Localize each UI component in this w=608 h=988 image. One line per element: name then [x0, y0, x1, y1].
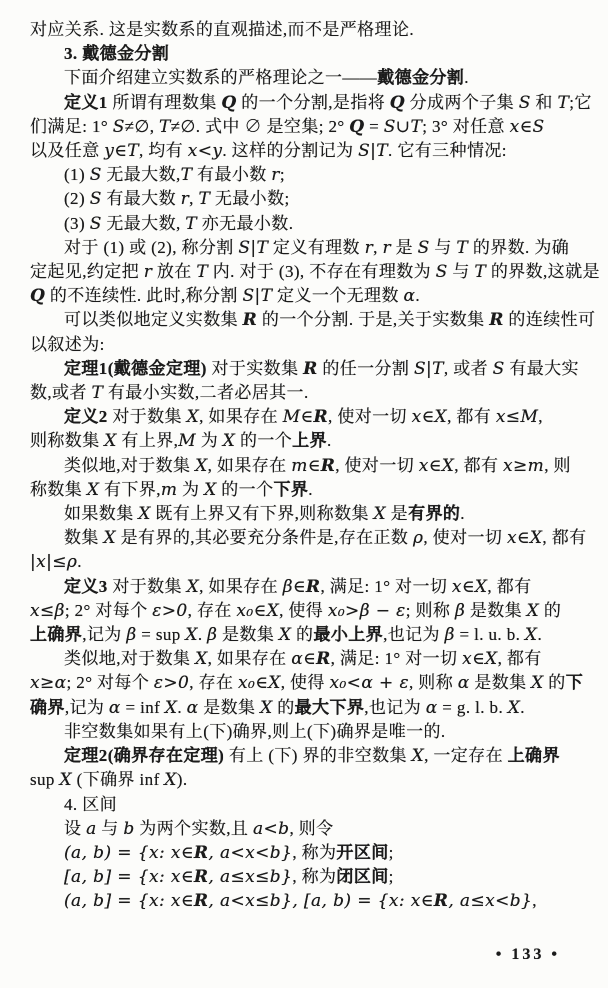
bold-term-segment: 下界 [273, 479, 309, 499]
text-segment: . [415, 286, 421, 306]
text-segment: 对于数集 [107, 576, 187, 596]
text-segment: 的任一分割 [317, 358, 414, 378]
math-expression-segment: β [126, 625, 137, 646]
math-set-symbol-segment: R [433, 891, 449, 912]
text-segment: 对于实数集 [206, 358, 304, 378]
text-segment: ). [176, 770, 188, 790]
text-segment: 的界数,这就是 [486, 262, 600, 282]
math-expression-segment: m [160, 479, 178, 500]
math-expression-segment: ρ [412, 528, 424, 549]
text-line [30, 405, 586, 429]
bold-term-segment: 开区间 [336, 842, 389, 862]
math-expression-segment: x≤β [30, 600, 65, 621]
math-expression-segment: T [180, 165, 193, 186]
text-segment: 如果数集 [64, 504, 139, 524]
text-segment: 的一个 [216, 479, 274, 499]
math-set-symbol-segment: R [193, 867, 209, 888]
text-segment: , 如果存在 [199, 407, 283, 427]
math-expression-segment: β∈ [282, 576, 306, 597]
text-segment: 的一个分割. 于是,关于实数集 [257, 310, 490, 330]
text-line [30, 236, 586, 260]
text-segment: 定起见,约定把 [30, 262, 144, 282]
text-segment: 亦无最小数. [197, 213, 294, 233]
math-expression-segment: T [91, 383, 104, 404]
math-expression-segment: x₀<α + ε [329, 673, 409, 694]
math-expression-segment: , a<x<b} [208, 842, 293, 863]
text-segment: 们满足: 1° [30, 116, 113, 136]
text-segment: , 使得 [280, 673, 330, 693]
math-set-symbol-segment: Q [221, 92, 237, 113]
text-segment: , 则称 [409, 673, 458, 693]
math-expression-segment: x₀>β − ε [327, 600, 406, 621]
text-line [30, 381, 586, 405]
text-line [30, 720, 586, 744]
math-expression-segment: X [195, 649, 208, 670]
math-expression-segment: α [425, 697, 438, 718]
text-line [30, 793, 586, 817]
math-expression-segment: S [435, 262, 448, 283]
text-segment: 是 [390, 237, 418, 257]
text-segment: 无最大数, [101, 213, 186, 233]
text-segment: , 都有 [497, 649, 542, 669]
math-expression-segment: X [531, 673, 544, 694]
text-segment: ≠∅. 式中 ∅ 是空集; 2° [170, 116, 350, 136]
text-segment: . 这样的分割记为 [222, 141, 359, 161]
math-expression-segment: M∈ [282, 407, 314, 428]
text-segment: , 使对一切 [335, 455, 419, 475]
text-line [30, 502, 586, 526]
text-segment: 有上 (下) 界的非空数集 [224, 746, 412, 766]
text-line [30, 696, 586, 720]
math-expression-segment: X [411, 746, 425, 767]
text-segment: 与 [429, 237, 457, 257]
text-segment: , 使对一切 [328, 407, 412, 427]
math-expression-segment: X [260, 697, 273, 718]
math-set-symbol-segment: Q [389, 92, 405, 113]
text-segment: , 如果存在 [207, 455, 292, 475]
bold-term-segment: 有界的 [408, 504, 461, 524]
text-segment: ,也记为 [364, 697, 426, 717]
text-line [30, 163, 586, 187]
math-expression-segment: , a≤x<b} [448, 891, 533, 912]
text-segment: 的一个 [235, 431, 293, 451]
text-segment: , 则 [544, 455, 571, 475]
bold-term-segment: 定理2(确界存在定理) [64, 746, 225, 766]
text-segment: 无最小数; [210, 189, 290, 209]
math-expression-segment: S [89, 165, 102, 186]
bold-term-segment: 定理1(戴德金定理) [64, 358, 207, 378]
math-expression-segment: α [186, 697, 199, 718]
text-segment: (1) [64, 165, 90, 185]
math-expression-segment: α [403, 286, 416, 307]
text-segment: 有上界, [116, 431, 179, 451]
bold-term-segment: 确界 [30, 697, 65, 717]
math-expression-segment: X [103, 528, 116, 549]
text-segment: 为 [196, 431, 223, 451]
text-segment: , 都有 [487, 576, 532, 596]
text-segment: 4. 区间 [64, 794, 117, 814]
text-segment: . [177, 697, 187, 717]
math-expression-segment: T [474, 262, 487, 283]
text-line [30, 212, 586, 236]
math-expression-segment: β [207, 625, 218, 646]
text-line [30, 429, 586, 453]
math-expression-segment: X [164, 697, 178, 718]
text-segment: 是数集 [198, 697, 261, 717]
math-expression-segment: r [271, 165, 280, 186]
text-line [30, 671, 586, 695]
bold-term-segment: 闭区间 [336, 867, 389, 887]
math-expression-segment: X [59, 770, 72, 791]
text-segment: sup [30, 770, 60, 790]
text-segment: , [532, 891, 537, 911]
text-segment: 的 [539, 600, 562, 620]
math-expression-segment: S [89, 189, 102, 210]
math-expression-segment: X [278, 625, 292, 646]
text-line [30, 42, 586, 66]
text-line [30, 768, 586, 792]
math-expression-segment: x∈X [506, 528, 543, 549]
text-segment: ; 则称 [405, 600, 455, 620]
text-line [30, 575, 586, 599]
bold-term-segment: 定义3 [64, 576, 108, 596]
text-segment: 类似地,对于数集 [64, 649, 196, 669]
text-segment: , 存在 [187, 600, 237, 620]
text-segment: 的 [543, 673, 566, 693]
text-segment: . [537, 625, 543, 645]
math-expression-segment: S|T [238, 237, 269, 258]
text-segment: , 都有 [454, 455, 504, 475]
math-expression-segment: X [86, 479, 100, 500]
math-expression-segment: x∈X [451, 576, 488, 597]
math-set-symbol-segment: R [303, 358, 318, 379]
text-segment: 的不连续性. 此时,称分割 [45, 286, 243, 306]
text-segment: = inf [120, 697, 165, 717]
text-line [30, 623, 586, 647]
text-segment: 可以类似地定义实数集 [64, 310, 243, 330]
text-segment: ≠∅, [124, 116, 160, 136]
math-set-symbol-segment: Q [349, 116, 365, 137]
math-expression-segment: S|T [413, 358, 444, 379]
math-expression-segment: X [186, 576, 200, 597]
bold-term-segment: 3. 戴德金分割 [64, 44, 170, 64]
text-segment: 为 [177, 479, 205, 499]
text-line [30, 18, 586, 42]
math-expression-segment: T [196, 262, 209, 283]
text-segment: = g. l. b. [437, 697, 508, 717]
bold-term-segment: 最大下界 [294, 697, 365, 717]
text-segment: , 称为 [292, 842, 337, 862]
text-segment: , 如果存在 [207, 649, 292, 669]
math-expression-segment: , a≤x≤b} [208, 867, 293, 888]
bold-term-segment: 定义1 [64, 92, 108, 112]
math-expression-segment: x≤M [495, 407, 539, 428]
text-segment: (2) [64, 189, 90, 209]
math-expression-segment: x≥α [30, 673, 67, 694]
text-segment: . 它有三种情况: [388, 141, 507, 161]
text-segment: 以叙述为: [30, 334, 105, 354]
math-set-symbol-segment: Q [30, 286, 46, 307]
text-line [30, 187, 586, 211]
math-expression-segment: S|T [358, 141, 389, 162]
text-segment: 与 [96, 818, 124, 838]
text-segment: 所谓有理数集 [107, 92, 222, 112]
text-segment: . [520, 697, 525, 717]
text-segment: 数集 [64, 528, 104, 548]
text-segment: 则称数集 [30, 431, 105, 451]
text-segment: 既有上界又有下界,则称数集 [150, 504, 374, 524]
bold-term-segment: 上界 [292, 431, 327, 451]
text-segment: 有最大数 [101, 189, 181, 209]
math-expression-segment: α [108, 697, 121, 718]
text-segment: , 都有 [447, 407, 496, 427]
text-segment: 的一个分割,是指将 [236, 92, 390, 112]
math-expression-segment: x∈S [509, 116, 545, 137]
math-expression-segment: T [185, 213, 198, 234]
text-segment: (3) [64, 213, 90, 233]
text-segment: 对应关系. 这是实数系的直观描述,而不是严格理论. [30, 20, 414, 39]
math-expression-segment: r [143, 262, 153, 283]
text-segment: , 使对一切 [423, 528, 507, 548]
math-expression-segment: (a, b] = {x: x∈ [64, 891, 194, 912]
text-segment: , 或者 [443, 358, 493, 378]
text-segment: 是 [386, 504, 409, 524]
text-line [30, 260, 600, 284]
text-segment: . [326, 431, 332, 451]
text-line [30, 139, 586, 163]
text-segment: 的 [291, 625, 314, 645]
text-segment: , 则令 [289, 818, 334, 838]
bold-term-segment: 上确界 [30, 625, 83, 645]
math-expression-segment: X [195, 455, 208, 476]
text-segment: , 称为 [292, 867, 337, 887]
text-segment: 是数集 [217, 625, 279, 645]
math-expression-segment: S [518, 92, 531, 113]
math-expression-segment: x∈X [418, 455, 455, 476]
math-set-symbol-segment: R [320, 455, 336, 476]
text-segment: ,记为 [64, 697, 109, 717]
text-line [30, 865, 586, 889]
text-segment: ; [388, 842, 394, 862]
math-expression-segment: β [444, 625, 455, 646]
text-segment: , 一定存在 [424, 746, 508, 766]
math-expression-segment: X [524, 625, 538, 646]
math-expression-segment: X [138, 504, 151, 525]
math-expression-segment: ε>0 [152, 600, 188, 621]
math-expression-segment: , a<x≤b} [208, 891, 293, 912]
math-expression-segment: r [180, 189, 190, 210]
bold-term-segment: 定义2 [64, 407, 108, 427]
math-expression-segment: X [104, 431, 117, 452]
math-expression-segment: S [417, 237, 430, 258]
text-segment: 和 [530, 92, 558, 112]
math-expression-segment: S [89, 213, 102, 234]
math-expression-segment: x∈X [411, 407, 448, 428]
text-segment: ; 3° 对任意 [422, 116, 510, 136]
text-line [30, 308, 596, 332]
text-segment: , 存在 [189, 673, 239, 693]
text-segment: 的 [272, 697, 295, 717]
text-segment: 类似地,对于数集 [64, 455, 196, 475]
math-expression-segment: T [557, 92, 570, 113]
math-expression-segment: r [364, 237, 374, 258]
text-segment: , 均有 [138, 141, 188, 161]
text-segment: 分成两个子集 [405, 92, 519, 112]
text-segment: 是数集 [465, 600, 527, 620]
bold-term-segment: 最小上界 [313, 625, 384, 645]
text-line [30, 647, 586, 671]
text-line [30, 91, 592, 115]
text-segment: ; 2° 对每个 [64, 600, 153, 620]
text-line [30, 284, 586, 308]
text-segment: , [189, 189, 199, 209]
text-segment: , 使得 [279, 600, 328, 620]
math-set-symbol-segment: R [489, 310, 504, 331]
text-segment: . [464, 68, 469, 88]
text-segment: 设 [64, 818, 87, 838]
text-line [30, 454, 586, 478]
math-expression-segment: S|T [242, 286, 273, 307]
text-segment: 定义有理数 [268, 237, 365, 257]
text-segment: 定义一个无理数 [272, 286, 404, 306]
text-segment: = [364, 116, 384, 136]
text-segment: 与 [447, 262, 475, 282]
math-expression-segment: a [86, 818, 97, 839]
math-expression-segment: T [198, 189, 211, 210]
text-segment: 内. 对于 (3), 不存在有理数为 [208, 262, 436, 282]
math-expression-segment: T [159, 116, 171, 137]
math-expression-segment: S [112, 116, 125, 137]
bold-term-segment: 戴德金分割 [377, 68, 465, 88]
text-segment: = l. u. b. [454, 625, 525, 645]
text-segment: 无最大数, [101, 165, 181, 185]
math-expression-segment: ε>0 [153, 673, 190, 694]
bold-term-segment: 上确界 [507, 746, 560, 766]
text-segment: ; [279, 165, 285, 185]
text-segment: = sup [136, 625, 186, 645]
text-line [30, 66, 586, 90]
math-expression-segment: r [382, 237, 391, 258]
math-expression-segment: x≥m [503, 455, 545, 476]
bold-term-segment: 下 [565, 673, 584, 693]
text-segment: , 满足: 1° 对一切 [320, 576, 452, 596]
text-segment: 有最小数 [192, 165, 272, 185]
text-line [30, 744, 586, 768]
math-expression-segment: X [185, 625, 198, 646]
math-expression-segment: |x|≤ρ [30, 552, 78, 573]
math-expression-segment: (a, b) = {x: x∈ [64, 842, 194, 863]
math-set-symbol-segment: R [305, 576, 321, 597]
text-segment: , 满足: 1° 对一切 [330, 649, 463, 669]
text-segment: . [460, 504, 465, 524]
math-expression-segment: T [456, 237, 469, 258]
math-expression-segment: β [454, 600, 466, 621]
text-line [30, 599, 586, 623]
text-segment: 以及任意 [30, 141, 105, 161]
math-expression-segment: , [a, b) = {x: x∈ [292, 891, 434, 912]
math-expression-segment: M [178, 431, 197, 452]
text-segment: 是数集 [469, 673, 532, 693]
math-expression-segment: α [457, 673, 470, 694]
math-set-symbol-segment: R [316, 649, 331, 670]
text-segment: 为两个实数,且 [134, 818, 253, 838]
text-segment: , 如果存在 [199, 576, 283, 596]
text-segment: , [538, 407, 543, 427]
math-expression-segment: x₀∈X [238, 673, 281, 694]
text-segment: ;它 [569, 92, 592, 112]
math-expression-segment: a<b [252, 818, 290, 839]
text-segment: 的界数. 为确 [468, 237, 570, 257]
text-segment: 有最小实数,二者必居其一. [103, 383, 309, 403]
text-segment: . [77, 552, 82, 572]
text-segment: (下确界 inf [71, 770, 165, 790]
math-expression-segment: X [164, 770, 177, 791]
text-segment: . [197, 625, 208, 645]
math-expression-segment: X [373, 504, 387, 525]
text-segment: 非空数集如果有上(下)确界,则上(下)确界是唯一的. [64, 721, 446, 741]
text-segment: 放在 [152, 262, 197, 282]
text-line [30, 333, 586, 357]
text-segment: , 都有 [542, 528, 587, 548]
math-expression-segment: x<y [187, 141, 223, 162]
math-expression-segment: [a, b] = {x: x∈ [64, 867, 194, 888]
math-set-symbol-segment: R [193, 842, 209, 863]
text-line [30, 526, 586, 550]
math-set-symbol-segment: R [313, 407, 329, 428]
math-expression-segment: b [123, 818, 135, 839]
math-expression-segment: X [186, 407, 200, 428]
text-segment: ,也记为 [383, 625, 445, 645]
text-segment: 数,或者 [30, 383, 92, 403]
text-segment: 对于数集 [107, 407, 187, 427]
math-expression-segment: α∈ [291, 649, 317, 670]
text-segment: ,记为 [82, 625, 127, 645]
text-segment: 是有界的,其必要充分条件是,存在正数 [115, 528, 413, 548]
text-line [30, 550, 586, 574]
text-segment: ; [388, 867, 394, 887]
math-expression-segment: x∈X [462, 649, 498, 670]
math-set-symbol-segment: R [193, 891, 209, 912]
text-line [30, 357, 586, 381]
math-expression-segment: x₀∈X [236, 600, 280, 621]
math-expression-segment: m∈ [291, 455, 321, 476]
text-line [30, 817, 586, 841]
text-segment: 下面介绍建立实数系的严格理论之一—— [64, 68, 378, 88]
text-segment: 对于 (1) 或 (2), 称分割 [64, 237, 239, 257]
text-line [30, 889, 586, 913]
text-segment: 称数集 [30, 479, 87, 499]
text-segment: 有下界, [99, 479, 161, 499]
math-expression-segment: X [222, 431, 236, 452]
math-expression-segment: X [204, 479, 217, 500]
math-expression-segment: S∪T [383, 116, 423, 137]
math-expression-segment: X [507, 697, 521, 718]
math-expression-segment: y∈T [104, 141, 139, 162]
text-line [30, 841, 586, 865]
text-segment: . [308, 479, 313, 499]
math-set-symbol-segment: R [242, 310, 258, 331]
math-expression-segment: S [492, 358, 505, 379]
text-segment: , [373, 237, 383, 257]
text-segment: 的连续性可 [503, 310, 596, 330]
page-number: • 133 • [495, 946, 560, 963]
math-expression-segment: X [526, 600, 540, 621]
text-line [30, 115, 586, 139]
text-segment: ; 2° 对每个 [66, 673, 154, 693]
text-line [30, 478, 586, 502]
text-segment: 有最大实 [504, 358, 579, 378]
